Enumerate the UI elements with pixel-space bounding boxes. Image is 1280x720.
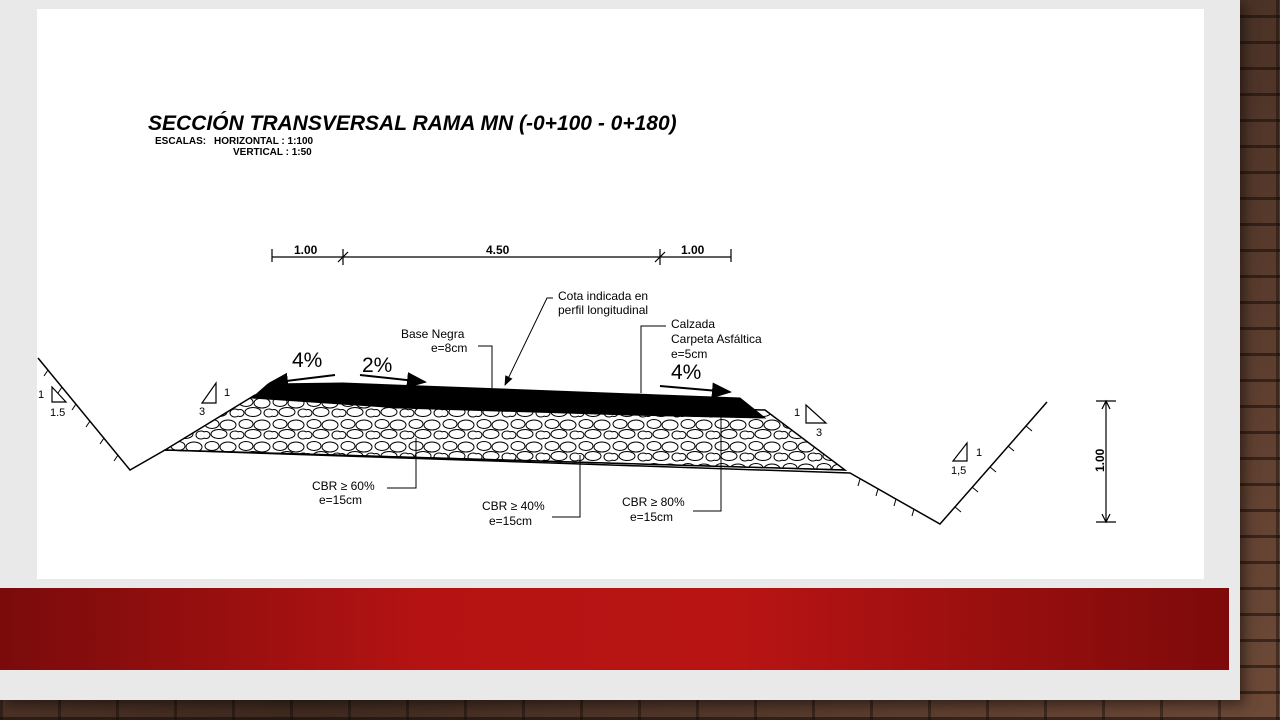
dim-left-shoulder: 1.00: [294, 243, 318, 257]
slope-arrow-right-lane: [660, 386, 730, 392]
base-negra-leader: [478, 346, 492, 388]
base-negra-thickness: e=8cm: [431, 341, 468, 355]
cbr40-label: CBR ≥ 40%: [482, 499, 545, 513]
calzada-leader: [641, 326, 666, 393]
calzada-label: Calzada: [671, 317, 716, 331]
slope-arrow-left-shoulder: [270, 375, 335, 383]
svg-text:3: 3: [816, 427, 823, 439]
cota-leader: [505, 298, 553, 385]
svg-text:1: 1: [224, 387, 231, 399]
cota-label-line2: perfil longitudinal: [558, 303, 649, 317]
cota-label-line1: Cota indicada en: [558, 289, 649, 303]
svg-text:1: 1: [794, 407, 801, 419]
slope-ratio-left-ditch: [38, 387, 66, 419]
scale-vertical: VERTICAL : 1:50: [233, 147, 312, 158]
slope-ratio-right-ditch: [951, 443, 982, 477]
svg-text:1: 1: [38, 389, 45, 401]
cbr60-label: CBR ≥ 60%: [312, 479, 375, 493]
carpeta-asfaltica-label: Carpeta Asfáltica: [671, 332, 762, 346]
cbr80-label: CBR ≥ 80%: [622, 495, 685, 509]
scales-label: ESCALAS:: [155, 136, 207, 147]
slope-left-shoulder: 4%: [292, 349, 323, 372]
scale-horizontal: HORIZONTAL : 1:100: [214, 136, 314, 147]
footer-red-band: [0, 588, 1229, 670]
slope-left-lane: 2%: [362, 354, 393, 377]
slope-right-lane: 4%: [671, 361, 702, 384]
svg-text:1,5: 1,5: [951, 465, 967, 477]
drawing-title: SECCIÓN TRANSVERSAL RAMA MN (-0+100 - 0+180): [148, 112, 677, 135]
dim-right-shoulder: 1.00: [681, 243, 705, 257]
dim-carriageway: 4.50: [486, 243, 510, 257]
base-negra-label: Base Negra: [401, 327, 465, 341]
svg-text:3: 3: [199, 406, 206, 418]
svg-text:1.5: 1.5: [50, 407, 66, 419]
cross-section-drawing: [37, 9, 1204, 579]
cbr80-thickness: e=15cm: [630, 510, 674, 524]
dim-height: 1.00: [1093, 448, 1107, 472]
cbr60-thickness: e=15cm: [319, 493, 363, 507]
cbr40-thickness: e=15cm: [489, 514, 533, 528]
calzada-thickness: e=5cm: [671, 347, 708, 361]
svg-text:1: 1: [976, 447, 983, 459]
slope-ratio-right-fill: [794, 405, 826, 439]
drawing-panel: [37, 9, 1204, 579]
